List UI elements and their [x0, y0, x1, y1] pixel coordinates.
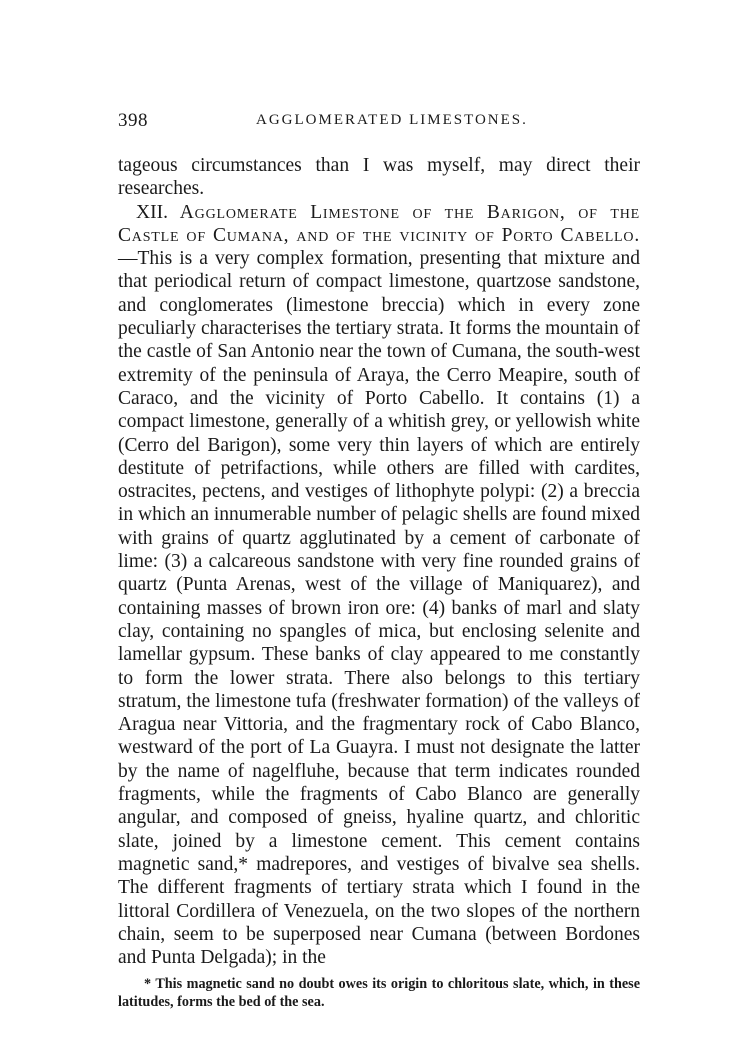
- section-text-after-note: madrepores, and vestiges of bivalve sea shells. The different fragments of tertiary strata which I found in the littoral Cordillera of Venezuela, on the two slopes of the northern chain, seem to be superposed near Cumana (between Bordones and Punta Delgada); in the: [118, 853, 640, 969]
- continuation-paragraph: tageous circumstances than I was myself, may direct their researches.: [118, 155, 640, 200]
- footnote-text: This magnetic sand no doubt owes its origin to chloritous slate, which, in these latitudes, forms the bed of the sea.: [118, 976, 640, 1011]
- running-head: [118, 110, 640, 140]
- book-page: [118, 110, 640, 1011]
- body-text: [118, 154, 640, 969]
- footnote-marker: *: [144, 976, 152, 993]
- section-text-before-note: —This is a very complex formation, presenting that mixture and that periodical return of compact limestone, quartzose sandstone, and conglomerates (limestone breccia) which in every zone peculiarly characterises the tertiary strata. It forms the mountain of the castle of San Antonio near the town of Cumana, the south-west extremity of the peninsula of Araya, the Cerro Meapire, south of Caraco, and the vicinity of Porto Cabello. It contains (1) a compact limestone, generally of a whitish grey, or yellowish white (Cerro del Barigon), some very thin layers of which are entirely destitute of petrifactions, while others are filled with cardites, ostracites, pectens, and vestiges of lithophyte polypi: (2) a breccia in which an innumerable number of pelagic shells are found mixed with grains of quartz agglutinated by a cement of carbonate of lime: (3) a calcareous sandstone with very fine rounded grains of quartz (Punta Arenas, west of the village of Maniquarez), and containing masses of brown iron ore: (4) banks of marl and slaty clay, containing no spangles of mica, but enclosing selenite and lamellar gypsum. These banks of clay appeared to me constantly to form the lower strata. There also belongs to this tertiary stratum, the limestone tufa (freshwater formation) of the valleys of Aragua near Vittoria, and the fragmentary rock of Cabo Blanco, westward of the port of La Guayra. I must not designate the latter by the name of nagelfluhe, because that term indicates rounded fragments, while the fragments of Cabo Blanco are generally angular, and composed of gneiss, hyaline quartz, and chloritic slate, joined by a limestone cement. This cement contains magnetic sand,: [118, 248, 641, 875]
- section-paragraph: [118, 201, 640, 970]
- footnote: [118, 975, 640, 1011]
- footnote-reference: *: [238, 853, 249, 875]
- running-title: AGGLOMERATED LIMESTONES.: [256, 112, 528, 128]
- page-number: 398: [118, 110, 148, 131]
- section-number: XII.: [136, 201, 168, 223]
- section-title: Agglomerate Limestone of the Barigon, of the Castle of Cumana, and of the vicinity of Porto Cabello.: [118, 201, 640, 246]
